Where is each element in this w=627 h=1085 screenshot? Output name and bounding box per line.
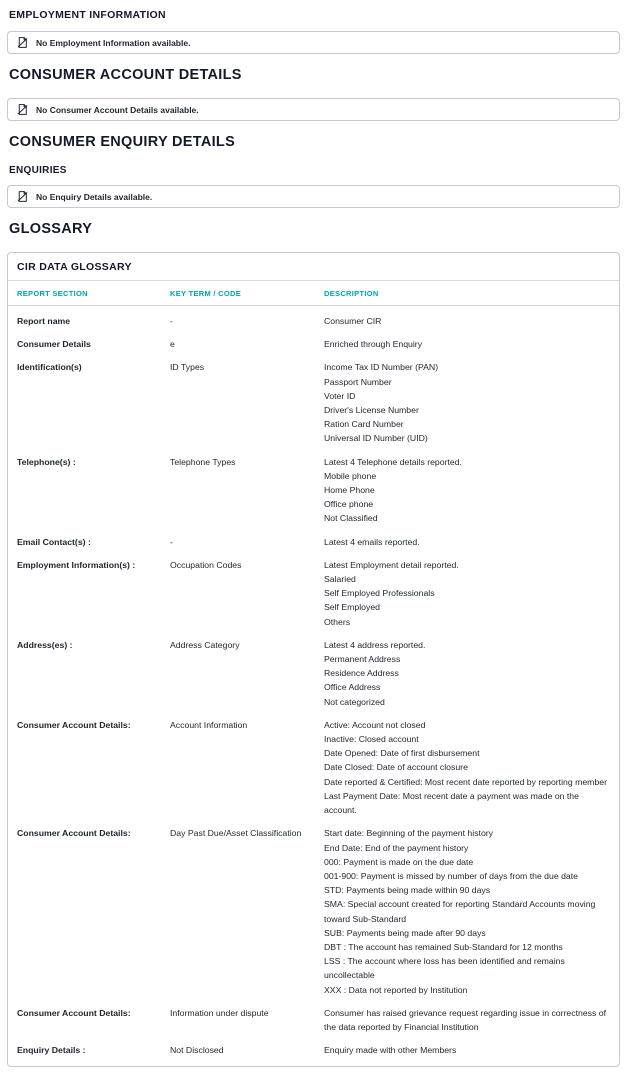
glossary-report-section: Identification(s) <box>17 362 82 373</box>
glossary-row <box>8 998 619 1035</box>
glossary-description-line: LSS : The account where loss has been identified and remains uncollectable <box>324 956 565 981</box>
glossary-description-line: Date Opened: Date of first disbursement <box>324 748 480 759</box>
no-data-file-icon <box>16 103 29 116</box>
glossary-description-line: DBT : The account has remained Sub-Standard for 12 months <box>324 941 563 952</box>
glossary-report-section: Address(es) : <box>17 639 73 650</box>
glossary-report-section: Email Contact(s) : <box>17 536 91 547</box>
glossary-description <box>315 527 619 550</box>
glossary-description-line: Salaried <box>324 574 356 585</box>
glossary-description-line: Self Employed Professionals <box>324 588 435 599</box>
glossary-row <box>8 550 619 630</box>
glossary-description-line: End Date: End of the payment history <box>324 842 469 853</box>
glossary-description-line: STD: Payments being made within 90 days <box>324 885 491 896</box>
glossary-table <box>8 281 619 1066</box>
glossary-description <box>315 352 619 446</box>
glossary-report-section: Report name <box>17 316 71 326</box>
glossary-header-row <box>8 281 619 306</box>
glossary-description-line: Home Phone <box>324 485 375 496</box>
employment-empty-message: No Employment Information available. <box>36 37 191 48</box>
glossary-description-line: Not Classified <box>324 513 378 524</box>
glossary-row <box>8 329 619 352</box>
glossary-report-section: Consumer Account Details: <box>17 828 131 839</box>
glossary-description-line: Enquiry made with other Members <box>324 1045 457 1056</box>
glossary-description-line: Start date: Beginning of the payment history <box>324 828 494 839</box>
glossary-description-line: SUB: Payments being made after 90 days <box>324 927 486 938</box>
glossary-description-line: Last Payment Date: Most recent date a payment was made on the account. <box>324 790 579 816</box>
glossary-description <box>315 447 619 527</box>
glossary-description-line: SMA: Special account created for reporting Standard Accounts moving toward Sub-Standard <box>324 899 596 924</box>
glossary-key-term: Telephone Types <box>170 456 236 467</box>
glossary-description-line: 001-900: Payment is missed by number of days from the due date <box>324 870 579 881</box>
glossary-description-line: Latest 4 emails reported. <box>324 536 420 547</box>
glossary-card <box>7 252 620 1067</box>
section-title-glossary: GLOSSARY <box>9 221 93 237</box>
glossary-key-term: Occupation Codes <box>170 559 242 570</box>
glossary-description <box>315 630 619 710</box>
section-title-enquiries: ENQUIRIES <box>9 165 67 176</box>
glossary-description-line: Consumer has raised grievance request regarding issue in correctness of the data reported by Financial Institution <box>324 1007 607 1032</box>
glossary-description-line: Others <box>324 616 351 627</box>
glossary-description-line: Not categorized <box>324 696 385 707</box>
glossary-key-term: Information under dispute <box>170 1007 269 1018</box>
enquiries-empty-message: No Enquiry Details available. <box>36 191 153 202</box>
glossary-row <box>8 352 619 446</box>
glossary-description <box>315 1035 619 1066</box>
glossary-report-section: Telephone(s) : <box>17 456 76 467</box>
section-title-consumer-account-details: CONSUMER ACCOUNT DETAILS <box>9 67 242 83</box>
enquiries-empty-state <box>7 185 620 208</box>
glossary-report-section: Consumer Details <box>17 339 91 350</box>
glossary-key-term: e <box>170 339 175 350</box>
glossary-description-line: Permanent Address <box>324 654 401 665</box>
glossary-description-line: Consumer CIR <box>324 316 382 326</box>
glossary-report-section: Consumer Account Details: <box>17 719 131 730</box>
glossary-row <box>8 1035 619 1066</box>
glossary-description-line: Passport Number <box>324 376 392 387</box>
glossary-row <box>8 306 619 330</box>
glossary-description <box>315 818 619 997</box>
glossary-description-line: Enriched through Enquiry <box>324 339 423 350</box>
employment-empty-state <box>7 31 620 54</box>
column-header-key-term-code: KEY TERM / CODE <box>161 281 315 306</box>
glossary-description-line: Office phone <box>324 499 374 510</box>
glossary-description-line: Office Address <box>324 682 381 693</box>
glossary-description-line: Latest 4 Telephone details reported. <box>324 456 462 467</box>
glossary-row <box>8 818 619 997</box>
glossary-description-line: Inactive: Closed account <box>324 734 419 745</box>
glossary-report-section: Employment Information(s) : <box>17 559 136 570</box>
glossary-description-line: Date Closed: Date of account closure <box>324 762 468 773</box>
glossary-description <box>315 329 619 352</box>
glossary-key-term: - <box>170 536 173 547</box>
section-title-consumer-enquiry-details: CONSUMER ENQUIRY DETAILS <box>9 134 236 150</box>
glossary-key-term: Not Disclosed <box>170 1045 224 1056</box>
glossary-description-line: Residence Address <box>324 668 399 679</box>
glossary-description-line: Date reported & Certified: Most recent date reported by reporting member <box>324 776 607 787</box>
glossary-row <box>8 710 619 818</box>
glossary-row <box>8 527 619 550</box>
column-header-description: DESCRIPTION <box>315 281 619 306</box>
glossary-table-body <box>8 306 619 1067</box>
consumer-account-empty-state <box>7 98 620 121</box>
section-title-employment-information: EMPLOYMENT INFORMATION <box>9 9 166 21</box>
glossary-description-line: Latest 4 address reported. <box>324 639 426 650</box>
glossary-key-term: ID Types <box>170 362 205 373</box>
glossary-key-term: Account Information <box>170 719 248 730</box>
glossary-description-line: Universal ID Number (UID) <box>324 433 428 444</box>
glossary-key-term: - <box>170 316 173 326</box>
glossary-card-title: CIR DATA GLOSSARY <box>8 253 619 281</box>
glossary-description <box>315 306 619 330</box>
glossary-row <box>8 630 619 710</box>
no-data-file-icon <box>16 190 29 203</box>
glossary-description <box>315 710 619 818</box>
glossary-description-line: Ration Card Number <box>324 419 404 430</box>
glossary-description-line: XXX : Data not reported by Institution <box>324 984 468 995</box>
glossary-description-line: Active: Account not closed <box>324 719 426 730</box>
column-header-report-section: REPORT SECTION <box>8 281 161 306</box>
glossary-description <box>315 998 619 1035</box>
glossary-row <box>8 447 619 527</box>
glossary-description-line: Income Tax ID Number (PAN) <box>324 362 439 373</box>
glossary-description-line: Self Employed <box>324 602 381 613</box>
no-data-file-icon <box>16 36 29 49</box>
glossary-key-term: Day Past Due/Asset Classification <box>170 828 302 839</box>
glossary-description-line: Voter ID <box>324 390 356 401</box>
glossary-description-line: Driver's License Number <box>324 405 419 416</box>
glossary-description-line: Latest Employment detail reported. <box>324 559 459 570</box>
glossary-key-term: Address Category <box>170 639 240 650</box>
glossary-report-section: Enquiry Details : <box>17 1045 86 1056</box>
glossary-description <box>315 550 619 630</box>
glossary-description-line: 000: Payment is made on the due date <box>324 856 474 867</box>
glossary-description-line: Mobile phone <box>324 470 377 481</box>
glossary-report-section: Consumer Account Details: <box>17 1007 131 1018</box>
consumer-account-empty-message: No Consumer Account Details available. <box>36 104 199 115</box>
